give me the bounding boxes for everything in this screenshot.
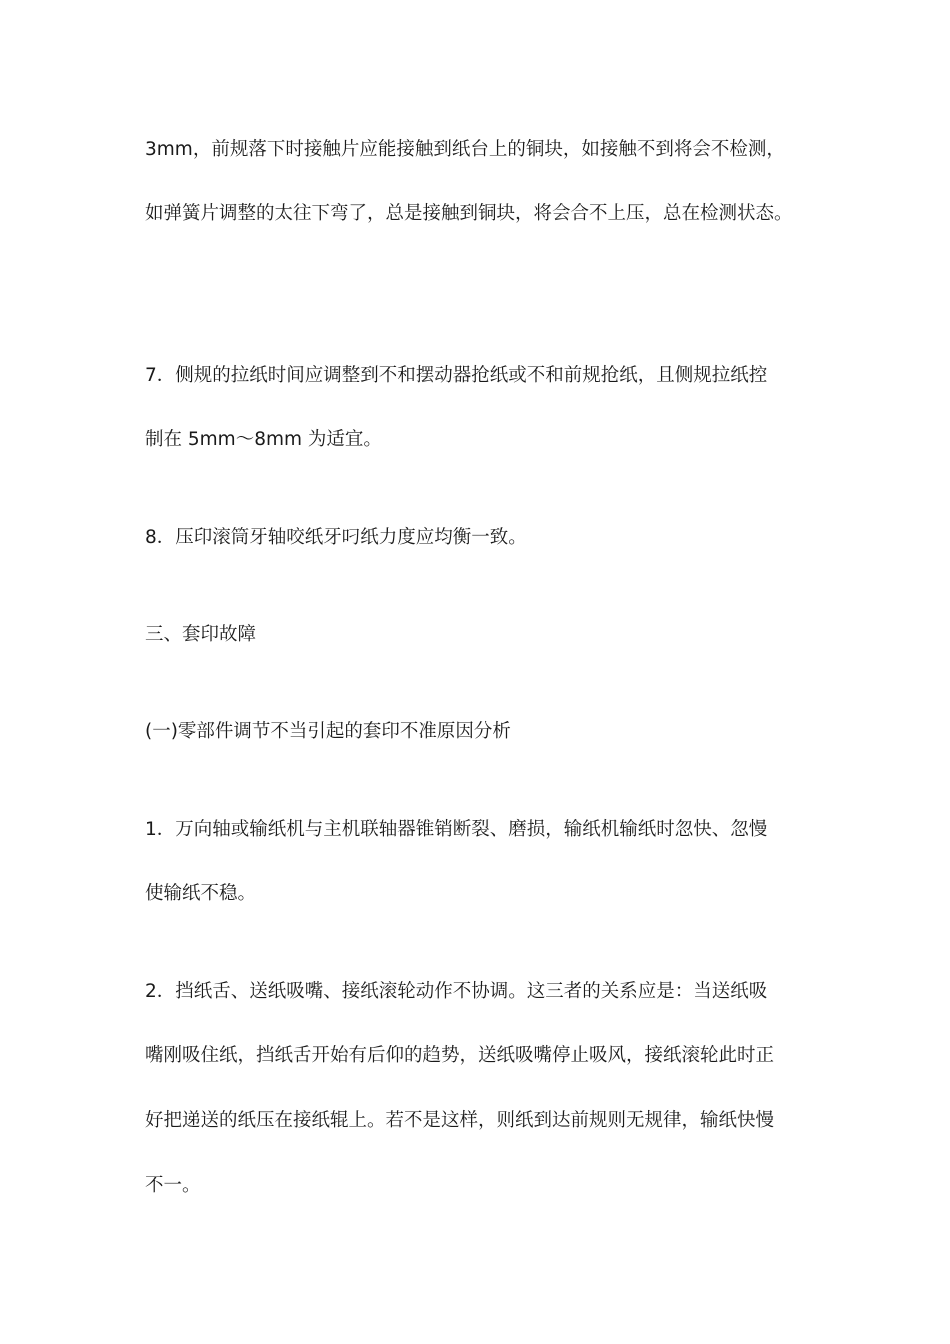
text-line: 不一。 bbox=[145, 1175, 201, 1196]
text-line: 如弹簧片调整的太往下弯了，总是接触到铜块，将会合不上压，总在检测状态。 bbox=[145, 203, 793, 224]
text-line: 1．万向轴或输纸机与主机联轴器锥销断裂、磨损，输纸机输纸时忽快、忽慢 bbox=[145, 819, 768, 840]
subsection-heading: (一)零部件调节不当引起的套印不准原因分析 bbox=[145, 721, 511, 742]
text-line: 嘴刚吸住纸，挡纸舌开始有后仰的趋势，送纸吸嘴停止吸风，接纸滚轮此时正 bbox=[145, 1045, 775, 1066]
text-line: 3mm，前规落下时接触片应能接触到纸台上的铜块，如接触不到将会不检测， bbox=[145, 139, 785, 160]
section-heading: 三、套印故障 bbox=[145, 624, 257, 645]
text-line: 使输纸不稳。 bbox=[145, 883, 257, 904]
text-line: 7．侧规的拉纸时间应调整到不和摆动器抢纸或不和前规抢纸，且侧规拉纸控 bbox=[145, 365, 768, 386]
text-line: 8．压印滚筒牙轴咬纸牙叼纸力度应均衡一致。 bbox=[145, 527, 527, 548]
text-line: 制在 5mm～8mm 为适宜。 bbox=[145, 429, 382, 450]
text-line: 好把递送的纸压在接纸辊上。若不是这样，则纸到达前规则无规律，输纸快慢 bbox=[145, 1110, 775, 1131]
text-line: 2．挡纸舌、送纸吸嘴、接纸滚轮动作不协调。这三者的关系应是：当送纸吸 bbox=[145, 981, 768, 1002]
